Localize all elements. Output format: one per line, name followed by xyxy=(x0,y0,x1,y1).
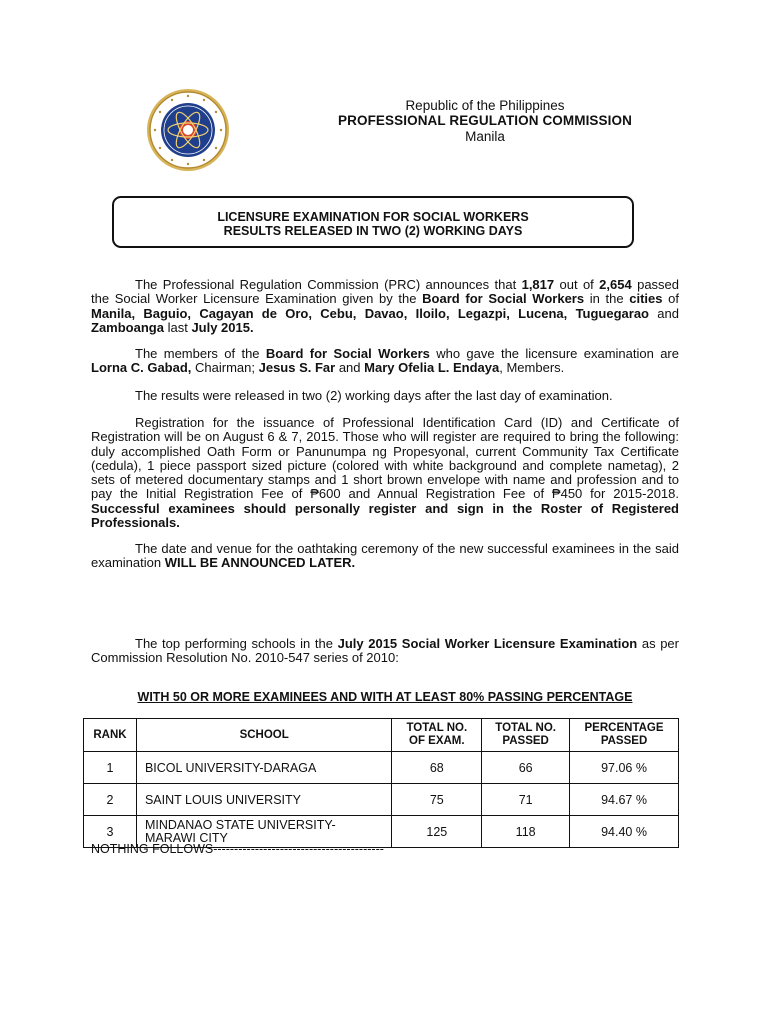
cell-school: MINDANAO STATE UNIVERSITY- MARAWI CITY xyxy=(136,816,391,848)
paragraph-board-members: The members of the Board for Social Workers who gave the licensure examination are Lorna C. Gabad, Chairman; Jesus S. Far and Mary Ofelia L. Endaya, Members. xyxy=(91,346,679,376)
header-rank: RANK xyxy=(84,719,137,752)
title-box xyxy=(112,196,634,248)
cell-passed: 118 xyxy=(482,816,570,848)
paragraph-oathtaking: The date and venue for the oathtaking ceremony of the new successful examinees in the said examination WILL BE ANNOUNCED LATER. xyxy=(91,541,679,571)
table-header-row xyxy=(84,719,679,752)
header-total-exam: TOTAL NO. OF EXAM. xyxy=(392,719,482,752)
header-city: Manila xyxy=(465,129,505,144)
cell-percentage: 94.67 % xyxy=(570,784,679,816)
paragraph-registration: Registration for the issuance of Professional Identification Card (ID) and Certificate of Registration will be on August 6 & 7, 2015. Those who will register are required to bring the following: duly accomplished Oath Form or Panunumpa ng Propesyonal, current Community Tax Certificate (cedula), 1 piece passport sized picture (colored with white background and complete nametag), 2 sets of metered documentary stamps and 1 short brown envelope with name and profession and to pay the Initial Registration Fee of ₱600 and Annual Registration Fee of ₱450 for 2015-2018. Successful examinees should personally register and sign in the Roster of Registered Professionals. xyxy=(91,415,679,531)
cell-rank: 2 xyxy=(84,784,137,816)
table-row xyxy=(84,752,679,784)
header-percentage: PERCENTAGE PASSED xyxy=(570,719,679,752)
header-school: SCHOOL xyxy=(136,719,391,752)
cell-passed: 66 xyxy=(482,752,570,784)
cell-percentage: 97.06 % xyxy=(570,752,679,784)
section-title: WITH 50 OR MORE EXAMINEES AND WITH AT LEAST 80% PASSING PERCENTAGE xyxy=(137,690,633,704)
title-line-1: LICENSURE EXAMINATION FOR SOCIAL WORKERS xyxy=(217,210,529,224)
paragraph-announcement: The Professional Regulation Commission (PRC) announces that 1,817 out of 2,654 passed the Social Worker Licensure Examination given by the Board for Social Workers in the cities of Manila, Baguio, Cagayan de Oro, Cebu, Davao, Iloilo, Legazpi, Lucena, Tuguegarao and Zamboanga last July 2015. xyxy=(91,277,680,335)
header-total-passed: TOTAL NO. PASSED xyxy=(482,719,570,752)
cell-school: SAINT LOUIS UNIVERSITY xyxy=(136,784,391,816)
cell-rank: 3 xyxy=(84,816,137,848)
cell-exam: 68 xyxy=(392,752,482,784)
table-row xyxy=(84,784,679,816)
nothing-follows: NOTHING FOLLOWS----------------------------------------- xyxy=(91,842,384,856)
cell-rank: 1 xyxy=(84,752,137,784)
paragraph-release: The results were released in two (2) working days after the last day of examination. xyxy=(135,388,613,403)
title-line-2: RESULTS RELEASED IN TWO (2) WORKING DAYS xyxy=(223,224,523,238)
cell-exam: 125 xyxy=(392,816,482,848)
cell-school: BICOL UNIVERSITY-DARAGA xyxy=(136,752,391,784)
results-table xyxy=(83,718,679,848)
header-commission: PROFESSIONAL REGULATION COMMISSION xyxy=(338,113,632,128)
header-republic: Republic of the Philippines xyxy=(405,98,565,113)
cell-percentage: 94.40 % xyxy=(570,816,679,848)
paragraph-top-schools: The top performing schools in the July 2015 Social Worker Licensure Examination as per Commission Resolution No. 2010-547 series of 2010: xyxy=(91,636,679,666)
prc-seal-icon xyxy=(146,88,230,172)
cell-exam: 75 xyxy=(392,784,482,816)
cell-passed: 71 xyxy=(482,784,570,816)
